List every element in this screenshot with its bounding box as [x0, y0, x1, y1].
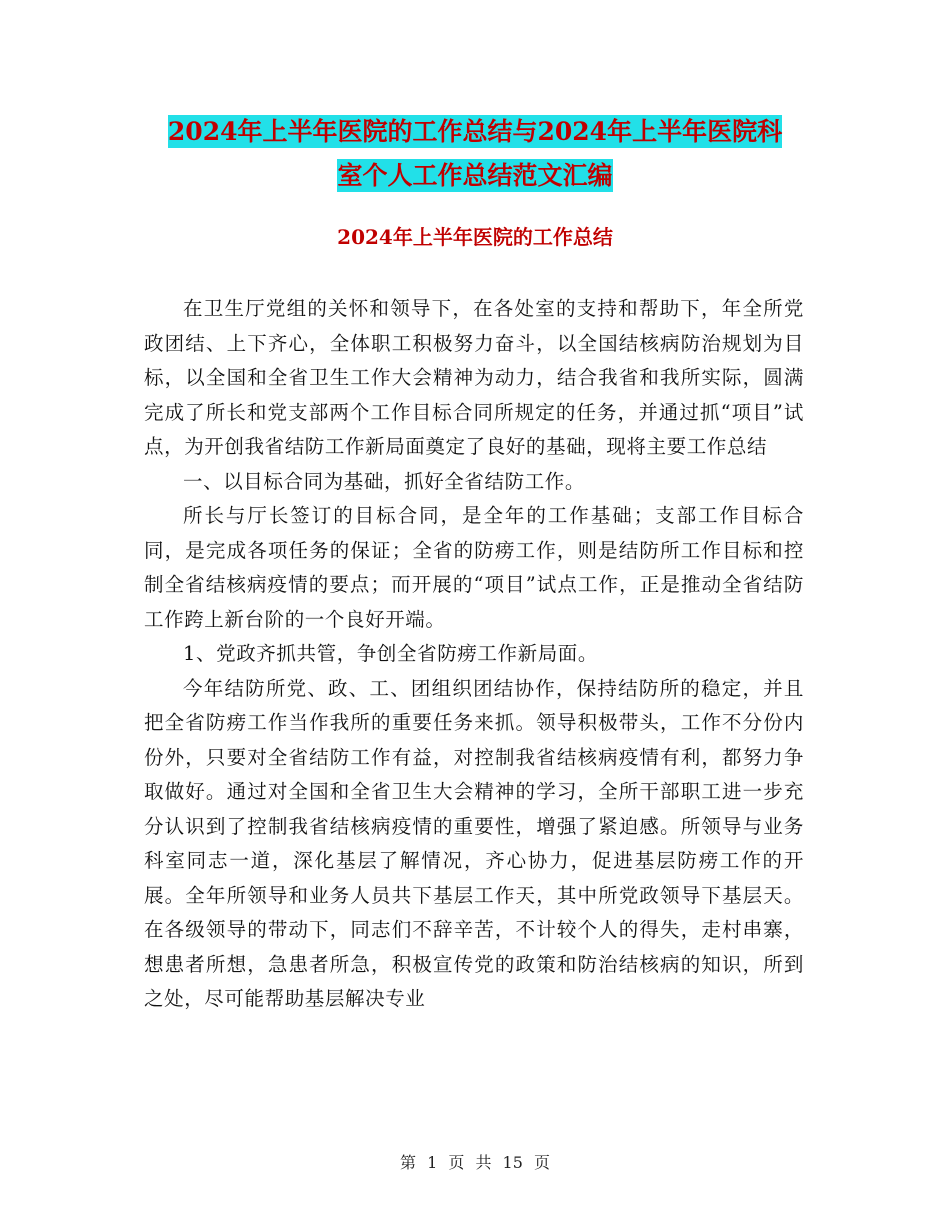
- paragraph-3: 所长与厅长签订的目标合同，是全年的工作基础；支部工作目标合同，是完成各项任务的保证；全省的防痨工作，则是结防所工作目标和控制全省结核病疫情的要点；而开展的“项目”试点工作，正是推动全省结防工作跨上新台阶的一个良好开端。: [144, 504, 804, 631]
- paragraph-4: 1、党政齐抓共管，争创全省防痨工作新局面。: [183, 642, 599, 665]
- document-title: [0, 110, 950, 198]
- page-footer: 第 1 页 共 15 页: [400, 1153, 550, 1172]
- paragraph-1: 在卫生厅党组的关怀和领导下，在各处室的支持和帮助下，年全所党政团结、上下齐心，全体职工积极努力奋斗，以全国结核病防治规划为目标，以全国和全省卫生工作大会精神为动力，结合我省和我所实际，圆满完成了所长和党支部两个工作目标合同所规定的任务，并通过抓“项目”试点，为开创我省结防工作新局面奠定了良好的基础，现将主要工作总结: [144, 297, 804, 458]
- title-line-2-text: 室个人工作总结范文汇编: [337, 161, 613, 190]
- title-line-2: [0, 154, 950, 198]
- document-body: [144, 292, 804, 1017]
- title-line-1: [0, 110, 950, 154]
- title-line-1-text: 2024年上半年医院的工作总结与2024年上半年医院科: [167, 117, 783, 146]
- section-title: 2024年上半年医院的工作总结: [337, 225, 613, 249]
- paragraph-2: 一、以目标合同为基础，抓好全省结防工作。: [183, 469, 586, 493]
- paragraph-5: 今年结防所党、政、工、团组织团结协作，保持结防所的稳定，并且把全省防痨工作当作我所的重要任务来抓。领导积极带头，工作不分份内份外，只要对全省结防工作有益，对控制我省结核病疫情有利，都努力争取做好。通过对全国和全省卫生大会精神的学习，全所干部职工进一步充分认识到了控制我省结核病疫情的重要性，增强了紧迫感。所领导与业务科室同志一道，深化基层了解情况，齐心协力，促进基层防痨工作的开展。全年所领导和业务人员共下基层工作天，其中所党政领导下基层天。在各级领导的带动下，同志们不辞辛苦，不计较个人的得失，走村串寨，想患者所想，急患者所急，积极宣传党的政策和防治结核病的知识，所到之处，尽可能帮助基层解决专业: [144, 676, 804, 1010]
